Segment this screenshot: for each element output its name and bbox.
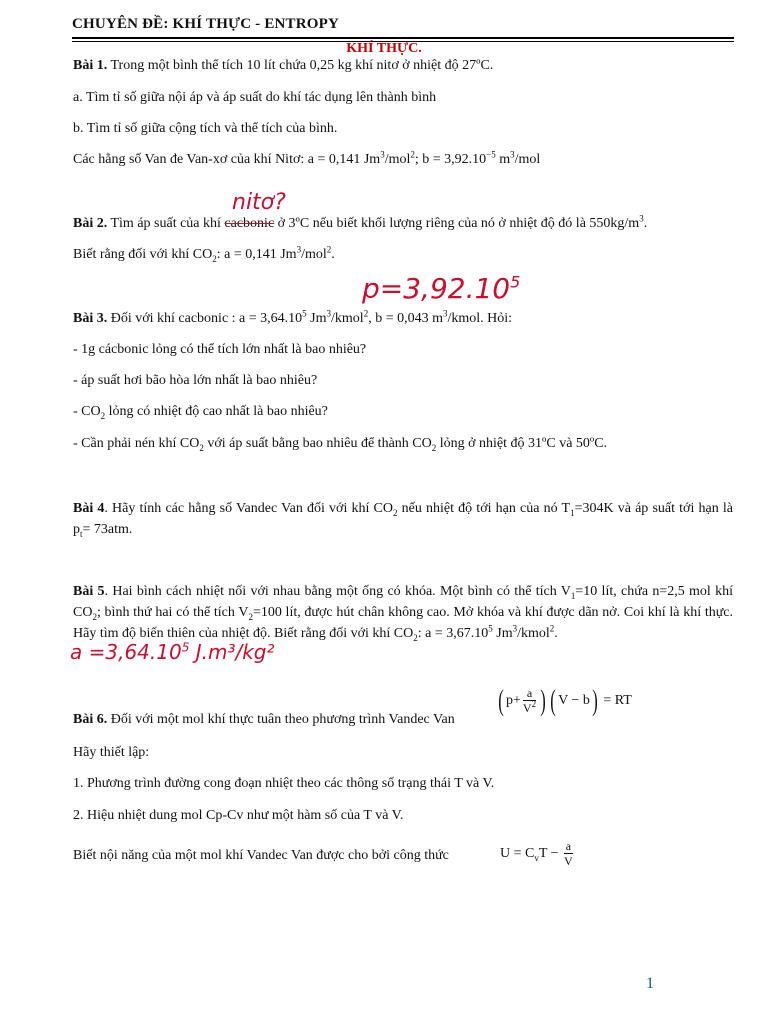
problem-2-statement: Bài 2. Tìm áp suất của khí cacbonic ở 3ºC nếu biết khối lượng riêng của nó ở nhiệt độ đó là $550kg/m^3$. bbox=[73, 213, 648, 231]
problem-3-question-4: - Cần phải nén khí $CO_2$ với áp suất bằng bao nhiêu để thành $CO_2$ lỏng ở nhiệt độ 31ºC và 50ºC. bbox=[73, 436, 608, 453]
problem-3-statement: Bài 3. Đối với khí cacbonic : $a = 3,64.10^5$ Jm$^3$/kmol$^2$, b = 0,043 $m^3$/kmol. Hỏi: bbox=[73, 308, 513, 326]
section-title: KHÍ THỰC. bbox=[346, 41, 422, 56]
problem-3-label: Bài 3. bbox=[73, 311, 108, 326]
problem-6-statement: Bài 6. Đối với một mol khí thực tuân theo phương trình Vandec Van bbox=[73, 712, 455, 727]
internal-energy-formula: $U = C_vT$ − $\frac{a}{V}$ bbox=[500, 839, 573, 868]
problem-2-label: Bài 2. bbox=[73, 216, 108, 231]
problem-3-question-3: - $CO_2$ lỏng có nhiệt độ cao nhất là bao nhiêu? bbox=[73, 404, 328, 421]
problem-1-statement: Bài 1. Trong một bình thể tích 10 lít chứa 0,25 kg khí nitơ ở nhiệt độ 27ºC. bbox=[73, 58, 494, 73]
problem-5-statement: Bài 5. Hai bình cách nhiệt nối với nhau bằng một ống có khóa. Một bình có thể tích $V_1=10$ lít, chứa n=2,5 mol khí $CO_2$; bình thứ hai có thể tích $V_2=100$ lít, được hút chân không cao. Mở khóa và khí được dãn nở. Coi khí là khí thực. Hãy tìm độ biến thiên của nhiệt độ. Biết rằng đối với khí $CO_2$: $a = 3,67.10^5$ Jm$^3$/kmol$^2$. bbox=[73, 584, 734, 643]
problem-4-label: Bài 4 bbox=[73, 501, 105, 516]
document-header: CHUYÊN ĐỀ: KHÍ THỰC - ENTROPY bbox=[72, 16, 340, 32]
problem-3-question-2: - áp suất hơi bão hòa lớn nhất là bao nhiêu? bbox=[73, 373, 318, 388]
problem-1-part-a: a. Tìm tỉ số giữa nội áp và áp suất do khí tác dụng lên thành bình bbox=[73, 90, 437, 105]
handwritten-note-constant-a: $a =3,64.10^5$ J.m³/kg² bbox=[70, 640, 275, 664]
problem-3-question-1: - 1g cácbonic lỏng có thể tích lớn nhất là bao nhiêu? bbox=[73, 342, 367, 357]
van-der-waals-equation: ( p+ $\frac{a}{V^2}$ ) ( V − b) = RT bbox=[498, 684, 632, 717]
problem-6-item-2: 2. Hiệu nhiệt dung mol Cp-Cv như một hàm số của T và V. bbox=[73, 808, 404, 823]
problem-5-label: Bài 5 bbox=[73, 584, 105, 599]
problem-6-label: Bài 6. bbox=[73, 712, 108, 727]
problem-1-constants: Các hằng số Van đe Van-xơ của khí Nitơ: a = 0,141 Jm$^3$/mol$^2$; $b = 3,92.10^{-5}$ $m^3$/mol bbox=[73, 149, 541, 167]
handwritten-answer-pressure: $p=3,92.10^5$ bbox=[362, 272, 521, 305]
problem-6-energy-text: Biết nội năng của một mol khí Vandec Van được cho bởi công thức bbox=[73, 848, 449, 863]
problem-6-item-1: 1. Phương trình đường cong đoạn nhiệt theo các thông số trạng thái T và V. bbox=[73, 776, 495, 791]
problem-1-part-b: b. Tìm tỉ số giữa cộng tích và thể tích của bình. bbox=[73, 121, 338, 136]
page-number: 1 bbox=[646, 975, 654, 992]
problem-2-given: Biết rằng đối với khí $CO_2$: a = 0,141 Jm$^3$/mol$^2$. bbox=[73, 244, 335, 264]
header-rule-thick bbox=[72, 37, 734, 39]
handwritten-note-nito: nitơ? bbox=[232, 190, 286, 215]
problem-4-statement: Bài 4. Hãy tính các hằng số Vandec Van đối với khí $CO_2$ nếu nhiệt độ tới hạn của nó $T_1=304K$ và áp suất tới hạn là $p_t= 73atm$. bbox=[73, 501, 733, 539]
struck-word: cacbonic bbox=[224, 216, 275, 231]
problem-6-setup: Hãy thiết lập: bbox=[73, 745, 150, 760]
problem-1-label: Bài 1. bbox=[73, 58, 108, 73]
